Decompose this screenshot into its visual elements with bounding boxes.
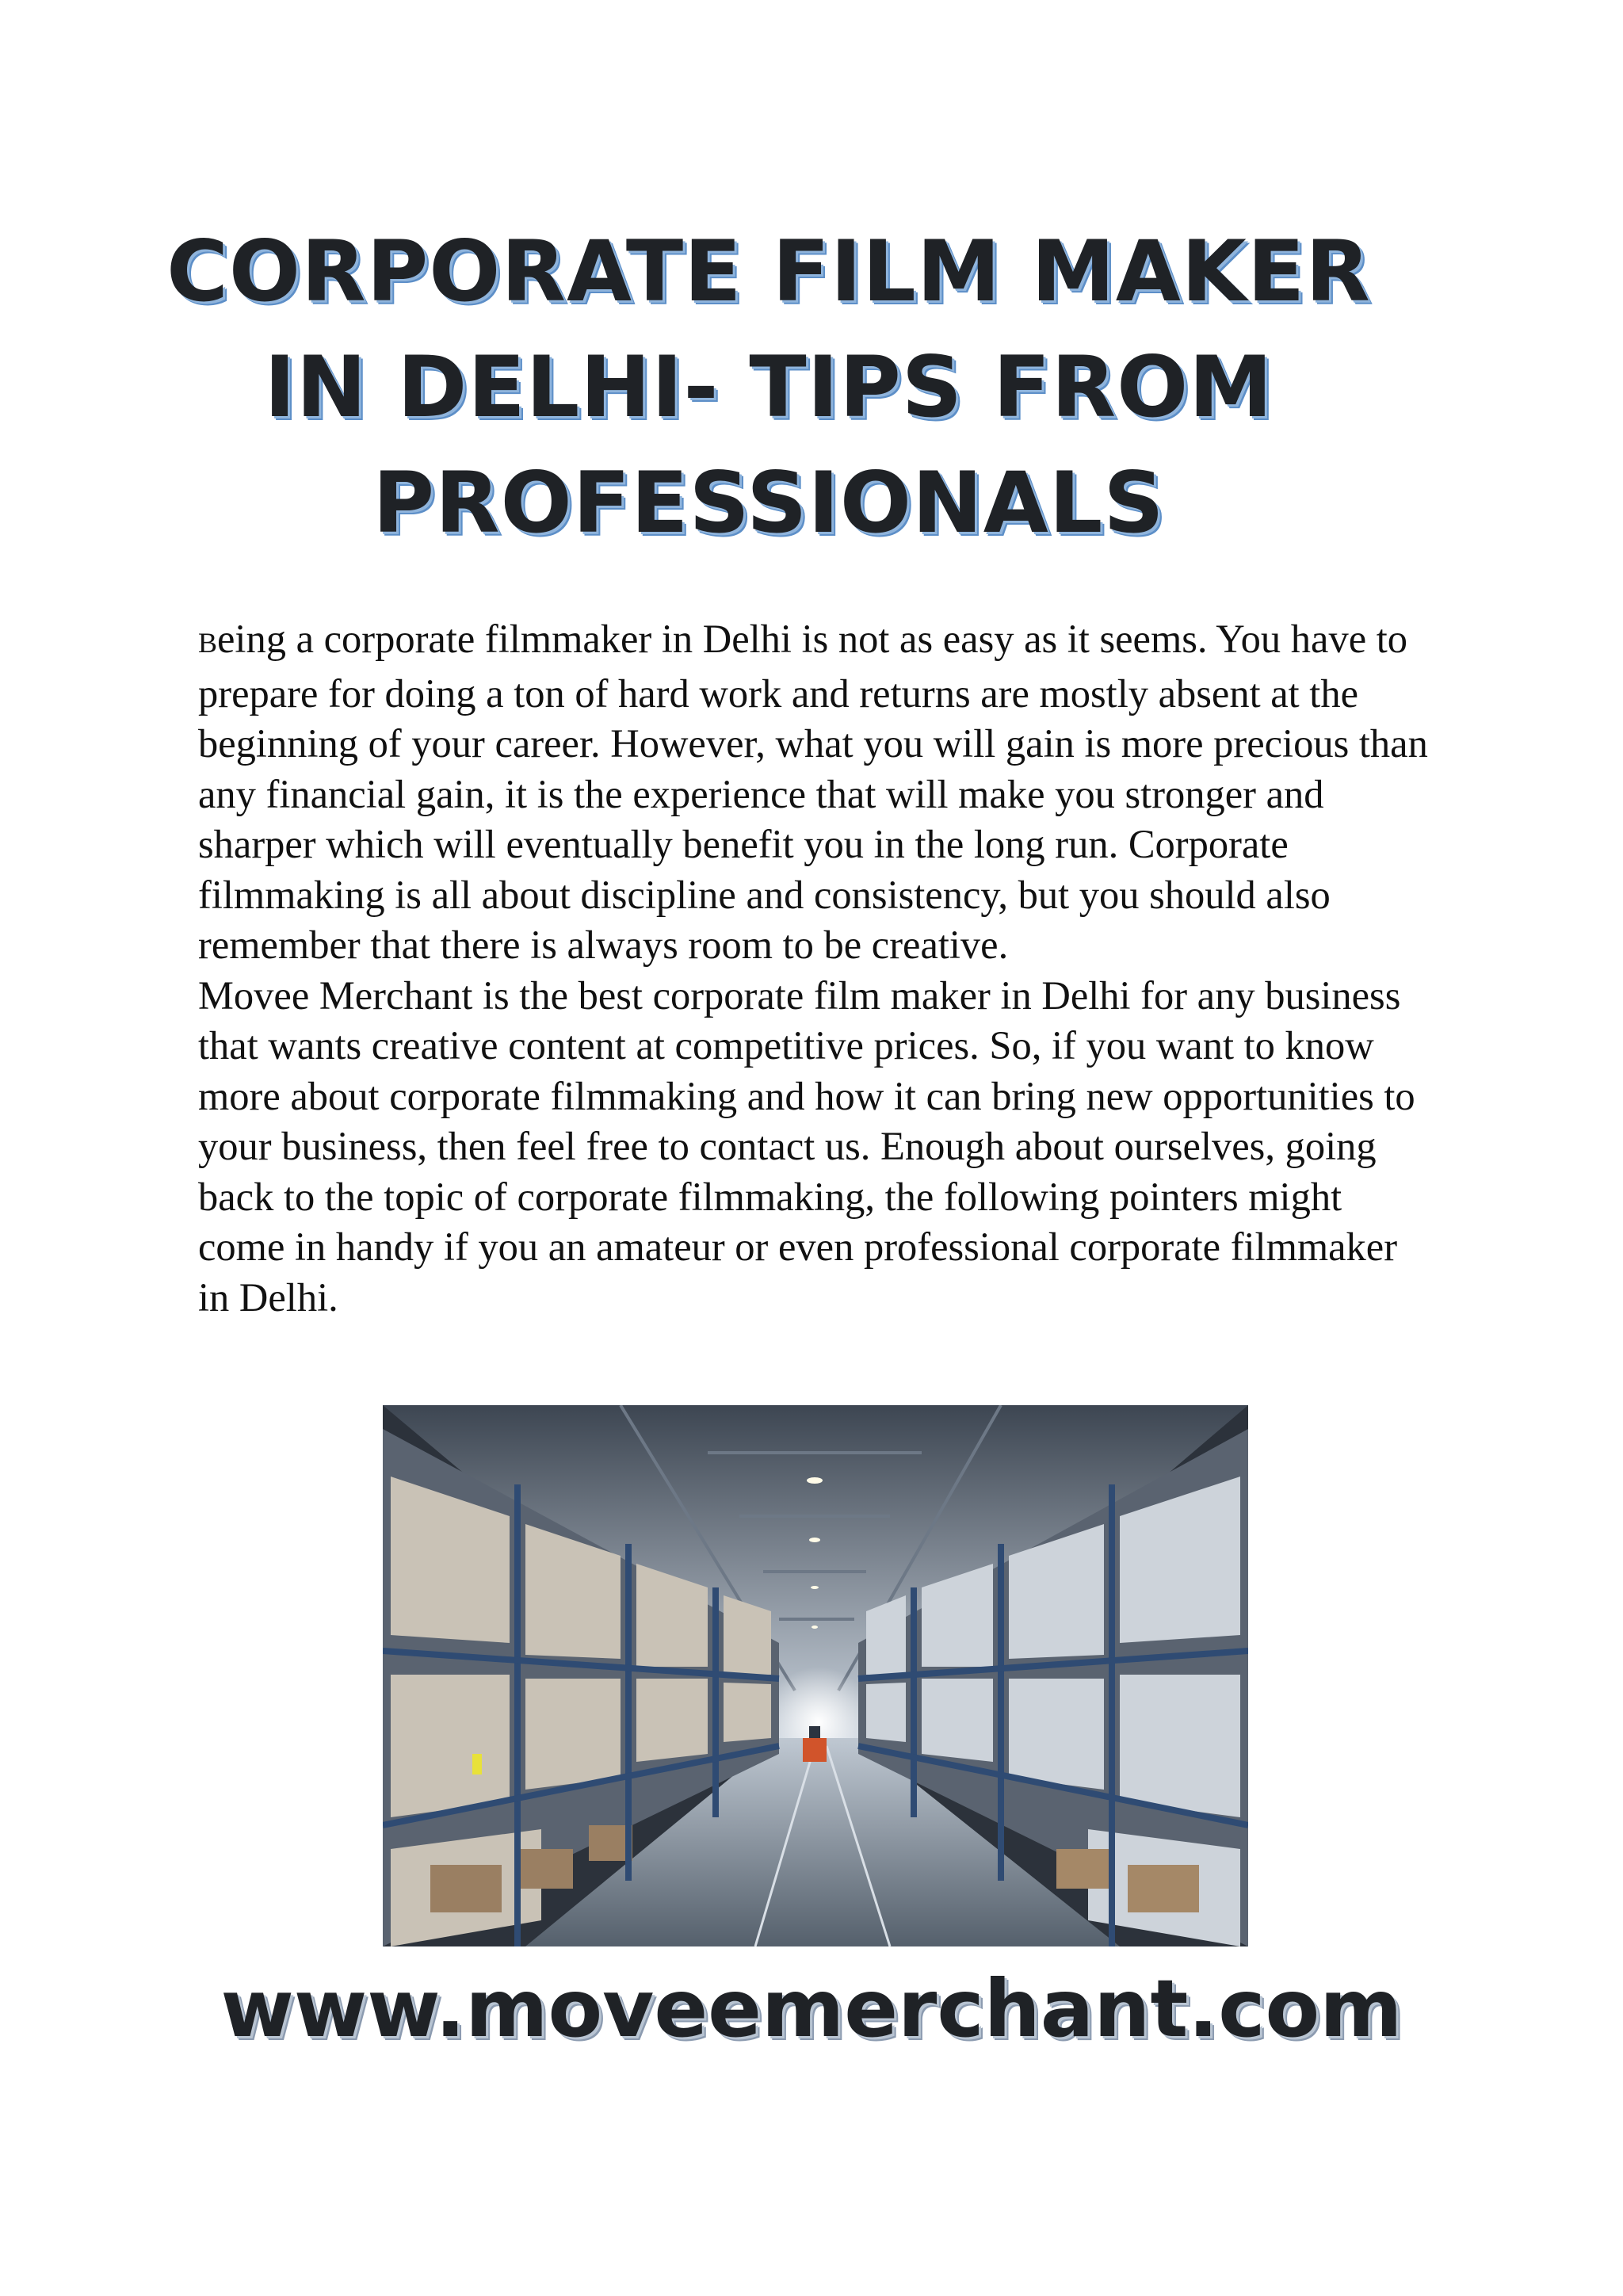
title-line-2: IN DELHI- TIPS FROM [264,338,1274,436]
drop-letter: B [198,627,218,659]
title-line-1: CORPORATE FILM MAKER [166,223,1371,320]
warehouse-photo [383,1405,1248,1946]
page-title [119,214,1419,561]
paragraph-intro [198,614,1434,971]
title-line-3: PROFESSIONALS [372,454,1165,552]
article-body [198,614,1434,1323]
website-url: www.moveemerchant.com [220,1962,1403,2055]
paragraph-intro-text: eing a corporate filmmaker in Delhi is not as easy as it seems. You have to prepare for doing a ton of hard work and returns are mostly absent at the beginning of your career. However, what you will gain is more precious than any financial gain, it is the experience that will make you stronger and sharper which will eventually benefit you in the long run. Corporate filmmaking is all about discipline and consistency, but you should also remember that there is always room to be creative. [198,617,1428,967]
paragraph-company: Movee Merchant is the best corporate film maker in Delhi for any business that wants creative content at competitive prices. So, if you want to know more about corporate filmmaking and how it can bring new opportunities to your business, then feel free to contact us. Enough about ourselves, going back to the topic of corporate filmmaking, the following pointers might come in handy if you an amateur or even professional corporate filmmaker in Delhi. [198,972,1415,1320]
